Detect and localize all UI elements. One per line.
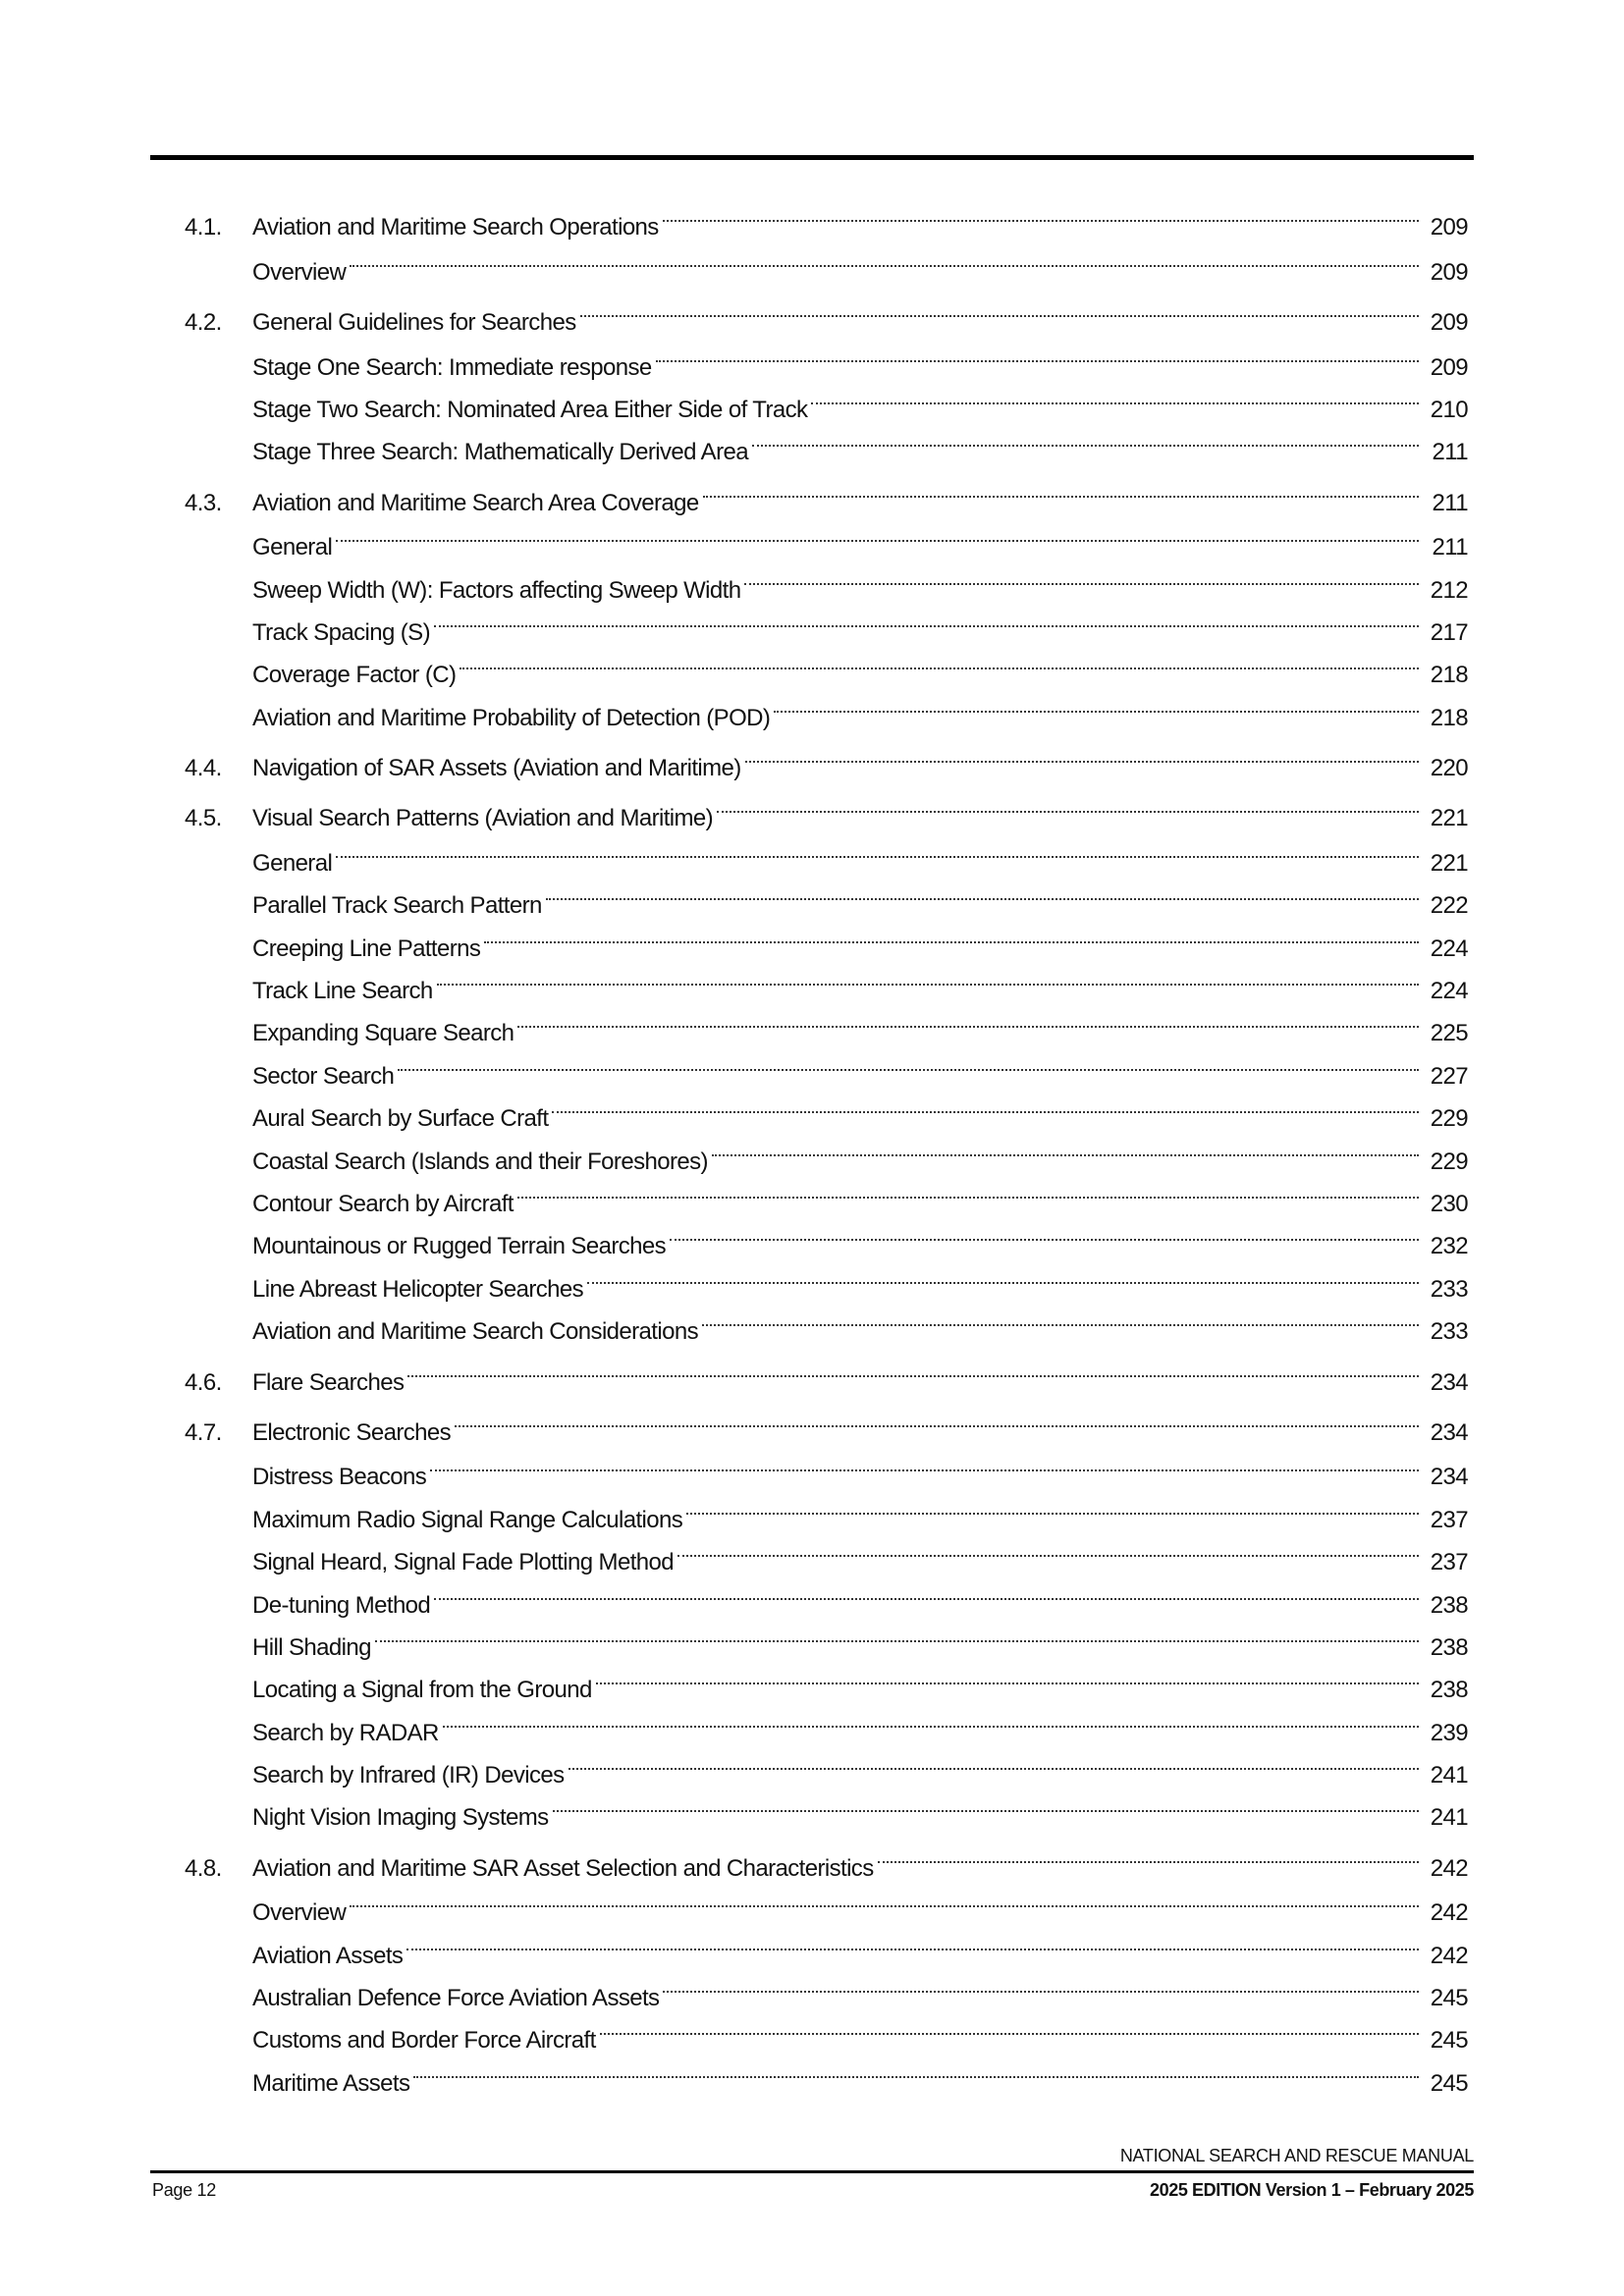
- dot-leader: [596, 1655, 1423, 1697]
- toc-entry-page-number: 232: [1430, 1233, 1468, 1260]
- toc-entry-title: Aviation and Maritime SAR Asset Selection and Characteristics: [252, 1854, 874, 1882]
- toc-entry-title: Creeping Line Patterns: [252, 934, 481, 962]
- toc-entry-title: Stage Two Search: Nominated Area Either Side of Track: [252, 396, 808, 423]
- toc-entry-number: 4.7.: [185, 1418, 222, 1446]
- dot-leader: [460, 640, 1423, 682]
- toc-entry-title: Aviation Assets: [252, 1942, 404, 1969]
- toc-entry-page-number: 222: [1430, 892, 1468, 920]
- dot-leader: [712, 1126, 1423, 1168]
- dot-leader: [350, 1878, 1423, 1920]
- toc-entry-page-number: 233: [1430, 1275, 1468, 1303]
- toc-section-entry[interactable]: [185, 1398, 1468, 1446]
- dot-leader: [443, 1697, 1423, 1739]
- toc-subsection-entry[interactable]: [185, 555, 1468, 604]
- dot-leader: [336, 512, 1423, 555]
- toc-entry-number: 4.5.: [185, 805, 222, 832]
- dot-leader: [587, 1254, 1423, 1296]
- dot-leader: [568, 1740, 1423, 1783]
- toc-entry-title: Overview: [252, 258, 347, 286]
- dot-leader: [434, 598, 1423, 640]
- toc-subsection-entry[interactable]: [185, 1613, 1468, 1661]
- toc-entry-page-number: 224: [1430, 934, 1468, 962]
- toc-entry-page-number: 209: [1430, 214, 1468, 241]
- toc-entry-page-number: 221: [1430, 805, 1468, 832]
- toc-entry-page-number: 237: [1430, 1549, 1468, 1576]
- toc-entry-title: Aviation and Maritime Search Area Coverage: [252, 489, 699, 516]
- toc-entry-page-number: 225: [1430, 1020, 1468, 1047]
- toc-entry-page-number: 245: [1430, 2027, 1468, 2055]
- toc-entry-page-number: 238: [1430, 1591, 1468, 1619]
- toc-subsection-entry[interactable]: [185, 237, 1468, 286]
- toc-entry-title: Track Line Search: [252, 978, 433, 1005]
- footer-document-title: NATIONAL SEARCH AND RESCUE MANUAL: [1119, 2146, 1474, 2165]
- toc-entry-title: Signal Heard, Signal Fade Plotting Method: [252, 1549, 675, 1576]
- dot-leader: [517, 1169, 1423, 1211]
- toc-entry-page-number: 210: [1430, 396, 1468, 423]
- toc-entry-title: De-tuning Method: [252, 1591, 431, 1619]
- toc-entry-page-number: 211: [1432, 534, 1468, 561]
- toc-subsection-entry[interactable]: [185, 1920, 1468, 1969]
- dot-leader: [663, 192, 1423, 235]
- dot-leader: [430, 1442, 1423, 1484]
- dot-leader: [413, 2048, 1423, 2090]
- dot-leader: [407, 1347, 1423, 1389]
- dot-leader: [670, 1211, 1423, 1254]
- toc-section-entry[interactable]: [185, 467, 1468, 516]
- dot-leader: [350, 237, 1423, 279]
- toc-entry-page-number: 224: [1430, 978, 1468, 1005]
- toc-entry-title: Maximum Radio Signal Range Calculations: [252, 1506, 683, 1533]
- toc-subsection-entry[interactable]: [185, 512, 1468, 561]
- dot-leader: [774, 682, 1423, 724]
- footer-page-number: Page 12: [152, 2180, 216, 2200]
- toc-entry-page-number: 230: [1430, 1190, 1468, 1217]
- dot-leader: [580, 288, 1423, 330]
- toc-entry-title: Coverage Factor (C): [252, 662, 457, 689]
- toc-entry-page-number: 229: [1430, 1105, 1468, 1133]
- toc-entry-title: Maritime Assets: [252, 2069, 410, 2097]
- dot-leader: [811, 375, 1423, 417]
- toc-entry-page-number: 209: [1430, 258, 1468, 286]
- dot-leader: [553, 1783, 1423, 1825]
- dot-leader: [455, 1398, 1423, 1440]
- dot-leader: [600, 2005, 1423, 2048]
- toc-entry-page-number: 234: [1430, 1418, 1468, 1446]
- toc-entry-title: Sweep Width (W): Factors affecting Sweep Width: [252, 576, 741, 604]
- toc-section-entry[interactable]: [185, 1833, 1468, 1882]
- toc-entry-page-number: 220: [1430, 755, 1468, 782]
- toc-entry-title: Distress Beacons: [252, 1464, 427, 1491]
- toc-entry-page-number: 221: [1430, 849, 1468, 877]
- dot-leader: [745, 733, 1423, 775]
- toc-entry-title: Australian Defence Force Aviation Assets: [252, 1985, 660, 2012]
- toc-entry-page-number: 242: [1430, 1942, 1468, 1969]
- dot-leader: [375, 1613, 1423, 1655]
- toc-entry-number: 4.3.: [185, 489, 222, 516]
- toc-entry-title: Navigation of SAR Assets (Aviation and Maritime): [252, 755, 741, 782]
- toc-entry-title: Electronic Searches: [252, 1418, 452, 1446]
- toc-entry-page-number: 218: [1430, 662, 1468, 689]
- dot-leader: [702, 1297, 1423, 1339]
- toc-subsection-entry[interactable]: [185, 871, 1468, 920]
- dot-leader: [663, 1963, 1423, 2005]
- toc-entry-page-number: 239: [1430, 1719, 1468, 1746]
- dot-leader: [484, 913, 1423, 955]
- toc-entry-page-number: 245: [1430, 1985, 1468, 2012]
- toc-entry-page-number: 233: [1430, 1318, 1468, 1346]
- toc-entry-page-number: 217: [1430, 618, 1468, 646]
- toc-entry-page-number: 241: [1430, 1804, 1468, 1832]
- dot-leader: [752, 417, 1423, 459]
- toc-entry-page-number: 227: [1430, 1062, 1468, 1090]
- toc-entry-title: Aviation and Maritime Search Considerations: [252, 1318, 699, 1346]
- dot-leader: [434, 1570, 1423, 1612]
- toc-entry-title: Aviation and Maritime Search Operations: [252, 214, 659, 241]
- toc-entry-title: General: [252, 534, 333, 561]
- dot-leader: [677, 1527, 1423, 1570]
- dot-leader: [703, 467, 1423, 509]
- toc-entry-title: Aural Search by Surface Craft: [252, 1105, 549, 1133]
- toc-entry-title: Coastal Search (Islands and their Foreshores): [252, 1148, 708, 1175]
- toc-entry-number: 4.4.: [185, 755, 222, 782]
- toc-entry-number: 4.8.: [185, 1854, 222, 1882]
- dot-leader: [336, 828, 1423, 870]
- toc-entry-title: General Guidelines for Searches: [252, 309, 576, 337]
- toc-entry-title: Flare Searches: [252, 1368, 405, 1396]
- toc-entry-title: Stage Three Search: Mathematically Derived Area: [252, 439, 748, 466]
- toc-entry-title: Expanding Square Search: [252, 1020, 514, 1047]
- toc-entry-number: 4.2.: [185, 309, 222, 337]
- toc-entry-page-number: 229: [1430, 1148, 1468, 1175]
- toc-subsection-entry[interactable]: [185, 1655, 1468, 1704]
- toc-entry-title: Locating a Signal from the Ground: [252, 1677, 592, 1704]
- toc-entry-page-number: 234: [1430, 1368, 1468, 1396]
- dot-leader: [406, 1920, 1423, 1962]
- toc-entry-page-number: 238: [1430, 1677, 1468, 1704]
- toc-entry-page-number: 245: [1430, 2069, 1468, 2097]
- toc-subsection-entry[interactable]: [185, 828, 1468, 877]
- toc-entry-title: Sector Search: [252, 1062, 395, 1090]
- dot-leader: [656, 332, 1423, 374]
- toc-entry-title: Line Abreast Helicopter Searches: [252, 1275, 584, 1303]
- toc-entry-title: Parallel Track Search Pattern: [252, 892, 542, 920]
- dot-leader: [546, 871, 1423, 913]
- footer-rule: [150, 2170, 1474, 2173]
- toc-entry-title: General: [252, 849, 333, 877]
- toc-entry-page-number: 234: [1430, 1464, 1468, 1491]
- toc-section-entry[interactable]: [185, 783, 1468, 832]
- dot-leader: [517, 998, 1423, 1041]
- toc-entry-page-number: 242: [1430, 1854, 1468, 1882]
- toc-entry-page-number: 209: [1430, 309, 1468, 337]
- toc-entry-title: Search by RADAR: [252, 1719, 439, 1746]
- toc-entry-title: Mountainous or Rugged Terrain Searches: [252, 1233, 667, 1260]
- toc-subsection-entry[interactable]: [185, 1878, 1468, 1927]
- table-of-contents: [185, 192, 1468, 2097]
- toc-entry-title: Search by Infrared (IR) Devices: [252, 1762, 565, 1789]
- toc-entry-page-number: 237: [1430, 1506, 1468, 1533]
- toc-entry-page-number: 218: [1430, 704, 1468, 731]
- toc-entry-title: Aviation and Maritime Probability of Detection (POD): [252, 704, 771, 731]
- dot-leader: [398, 1041, 1423, 1083]
- toc-entry-page-number: 211: [1432, 439, 1468, 466]
- toc-entry-page-number: 209: [1430, 353, 1468, 381]
- toc-entry-title: Contour Search by Aircraft: [252, 1190, 514, 1217]
- footer-edition: 2025 EDITION Version 1 – February 2025: [1150, 2180, 1474, 2200]
- toc-entry-title: Night Vision Imaging Systems: [252, 1804, 549, 1832]
- toc-entry-page-number: 241: [1430, 1762, 1468, 1789]
- toc-section-entry[interactable]: [185, 1347, 1468, 1396]
- toc-entry-number: 4.6.: [185, 1368, 222, 1396]
- toc-section-entry[interactable]: [185, 733, 1468, 782]
- toc-entry-title: Hill Shading: [252, 1633, 371, 1661]
- dot-leader: [552, 1084, 1423, 1126]
- dot-leader: [878, 1833, 1423, 1875]
- toc-section-entry[interactable]: [185, 192, 1468, 241]
- toc-entry-title: Overview: [252, 1899, 347, 1927]
- dot-leader: [717, 783, 1423, 826]
- toc-entry-title: Track Spacing (S): [252, 618, 430, 646]
- toc-entry-page-number: 211: [1432, 489, 1468, 516]
- dot-leader: [437, 956, 1423, 998]
- toc-section-entry[interactable]: [185, 288, 1468, 337]
- toc-entry-page-number: 212: [1430, 576, 1468, 604]
- header-rule: [150, 155, 1474, 160]
- dot-leader: [744, 555, 1423, 597]
- toc-entry-page-number: 242: [1430, 1899, 1468, 1927]
- toc-entry-number: 4.1.: [185, 214, 222, 241]
- toc-entry-title: Visual Search Patterns (Aviation and Maritime): [252, 805, 714, 832]
- dot-leader: [686, 1484, 1423, 1526]
- toc-entry-title: Customs and Border Force Aircraft: [252, 2027, 596, 2055]
- toc-entry-title: Stage One Search: Immediate response: [252, 353, 652, 381]
- toc-entry-page-number: 238: [1430, 1633, 1468, 1661]
